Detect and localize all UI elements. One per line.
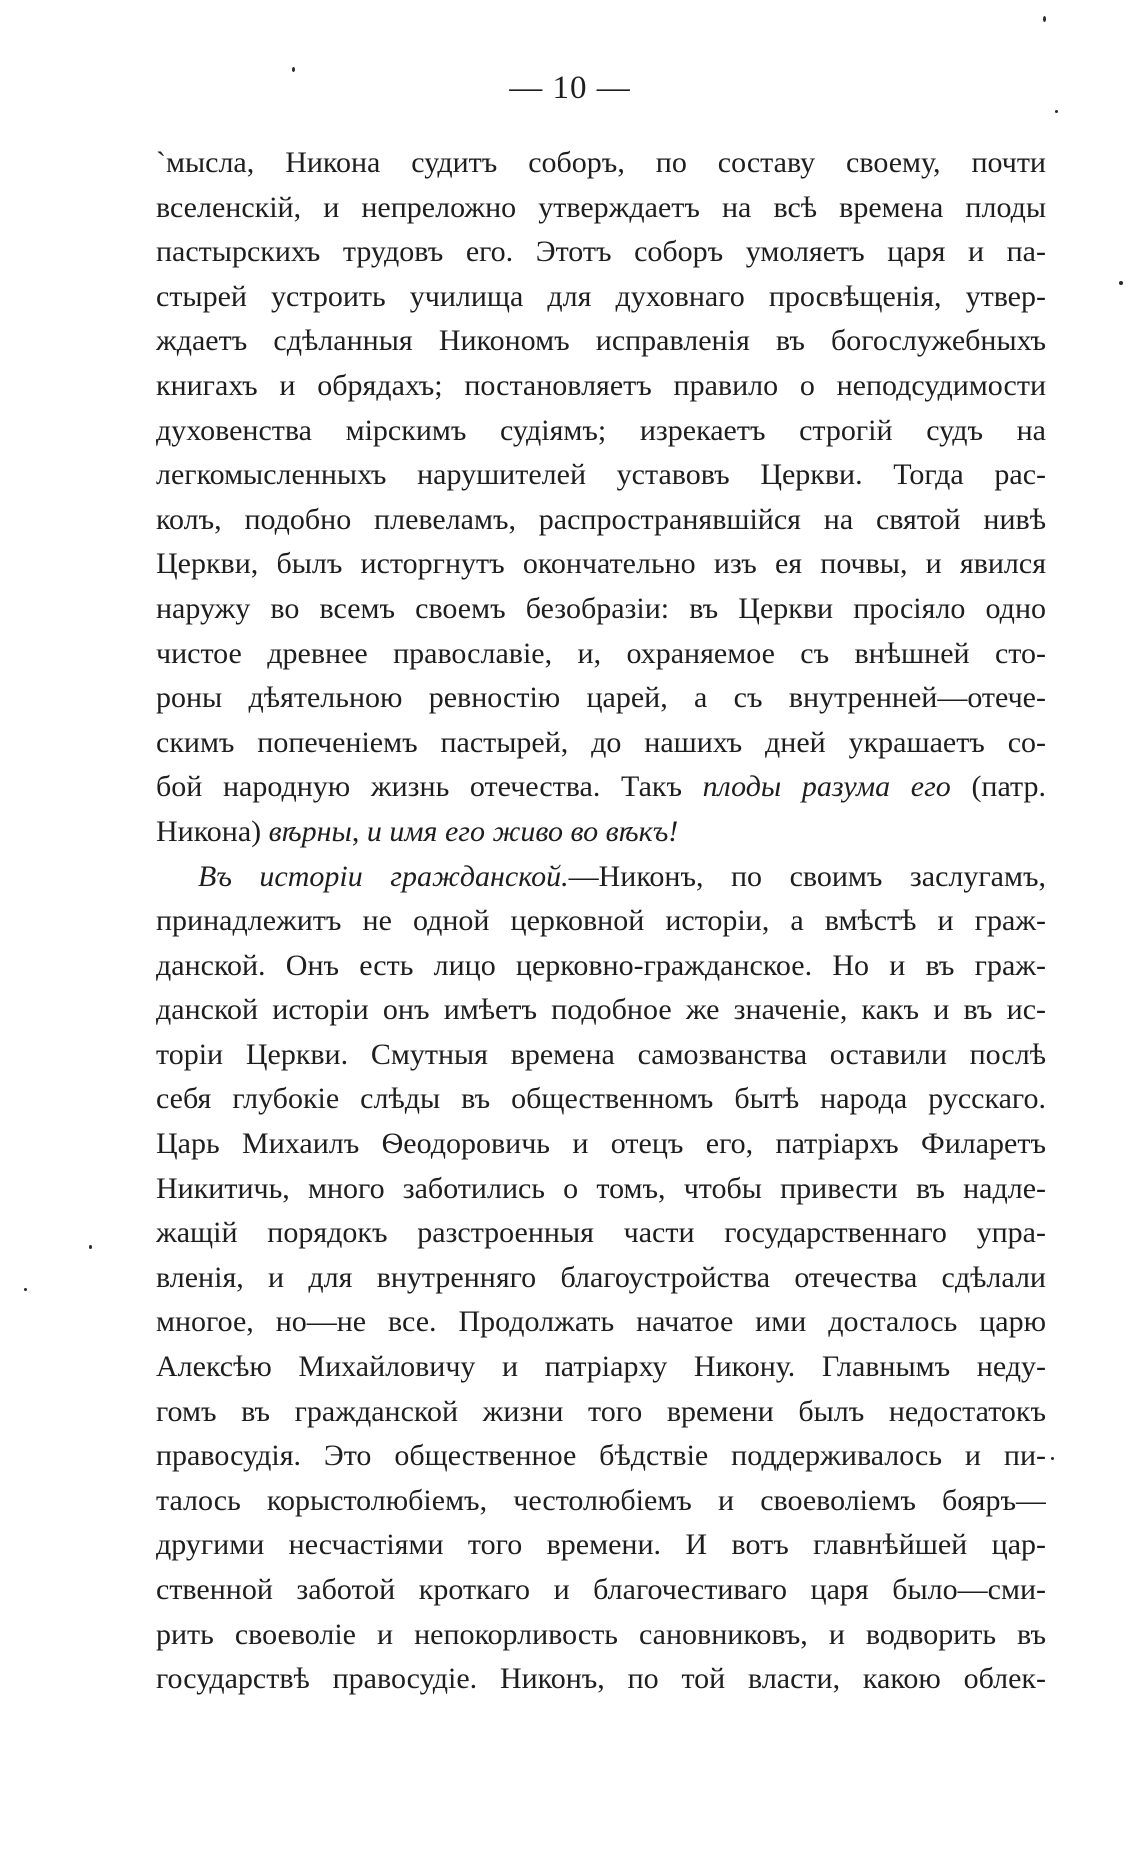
text-line: роны дѣятельною ревностію царей, а съ внутренней—отече-: [156, 681, 1046, 715]
text-run: —Никонъ, по своимъ заслугамъ,: [568, 859, 1046, 893]
scan-speck: [1119, 281, 1123, 285]
scan-speck: [292, 67, 295, 72]
text-line: гомъ въ гражданской жизни того времени былъ недостатокъ: [156, 1394, 1046, 1428]
text-line: данской. Онъ есть лицо церковно-гражданское. Но и въ граж-: [156, 948, 1046, 982]
text-line: данской исторіи онъ имѣетъ подобное же значеніе, какъ и въ ис-: [156, 993, 1046, 1027]
text-line: [156, 810, 1046, 855]
text-line: жащій порядокъ разстроенныя части государственнаго упра-: [156, 1216, 1046, 1250]
text-line: торіи Церкви. Смутныя времена самозванства оставили послѣ: [156, 1037, 1046, 1071]
text-line: наружу во всемъ своемъ безобразіи: въ Церкви просіяло одно: [156, 591, 1046, 625]
text-line: талось корыстолюбіемъ, честолюбіемъ и своеволіемъ бояръ—: [156, 1483, 1046, 1517]
text-line: `мысла, Никона судитъ соборъ, по составу своему, почти: [156, 146, 1046, 179]
italic-quote: вѣрны: [268, 814, 352, 848]
text-line: правосудія. Это общественное бѣдствіе поддерживалось и пи-: [156, 1439, 1046, 1473]
scan-speck: [1043, 16, 1046, 22]
text-run: бой народную жизнь отечества. Такъ: [156, 770, 703, 804]
page-number: — 10 —: [509, 70, 631, 106]
scan-speck: [1051, 1457, 1054, 1460]
text-line: себя глубокіе слѣды въ общественномъ бытѣ народа русскаго.: [156, 1082, 1046, 1116]
text-line: чистое древнее православіе, и, охраняемое съ внѣшней сто-: [156, 636, 1046, 670]
text-line: книгахъ и обрядахъ; постановляетъ правило о неподсудимости: [156, 368, 1046, 402]
text-line: многое, но—не все. Продолжать начатое ими досталось царю: [156, 1305, 1046, 1339]
text-line: Церкви, былъ исторгнутъ окончательно изъ ея почвы, и явился: [156, 547, 1046, 581]
body-text: [156, 141, 1046, 1702]
text-line: скимъ попеченіемъ пастырей, до нашихъ дней украшаетъ со-: [156, 725, 1046, 759]
text-run: Никона): [156, 814, 269, 848]
text-line: принадлежитъ не одной церковной исторіи, а вмѣстѣ и граж-: [156, 904, 1046, 938]
text-run: (патр.: [950, 770, 1046, 804]
text-line: [156, 855, 1046, 900]
text-line: легкомысленныхъ нарушителей уставовъ Церкви. Тогда рас-: [156, 458, 1046, 492]
text-line: Царь Михаилъ Ѳеодоровичь и отецъ его, патріархъ Филаретъ: [156, 1127, 1046, 1161]
italic-quote: плоды разума его: [702, 770, 951, 804]
text-line: колъ, подобно плевеламъ, распространявшійся на святой нивѣ: [156, 502, 1046, 536]
text-line: [156, 765, 1046, 810]
text-run: ,: [351, 814, 367, 848]
text-line: ственной заботой кроткаго и благочестиваго царя было—сми-: [156, 1573, 1046, 1606]
text-line: Алексѣю Михайловичу и патріарху Никону. Главнымъ неду-: [156, 1350, 1046, 1384]
scan-speck: [24, 1288, 27, 1291]
italic-quote: и имя его живо во вѣкъ!: [366, 814, 679, 848]
text-line: стырей устроить училища для духовнаго просвѣщенія, утвер-: [156, 279, 1046, 313]
scan-speck: [1055, 110, 1058, 113]
text-line: рить своеволіе и непокорливость сановниковъ, и водворить въ: [156, 1617, 1046, 1651]
text-line: духовенства мірскимъ судіямъ; изрекаетъ строгій судъ на: [156, 413, 1046, 447]
text-line: вленія, и для внутренняго благоустройства отечества сдѣлали: [156, 1260, 1046, 1294]
text-line: Никитичь, много заботились о томъ, чтобы привести въ надле-: [156, 1171, 1046, 1205]
text-line: вселенскій, и непреложно утверждаетъ на всѣ времена плоды: [156, 190, 1046, 224]
text-line: другими несчастіями того времени. И вотъ главнѣйшей цар-: [156, 1528, 1046, 1562]
section-heading: Въ исторіи гражданской.: [198, 859, 569, 893]
text-line: пастырскихъ трудовъ его. Этотъ соборъ умоляетъ царя и па-: [156, 235, 1046, 269]
text-line: ждаетъ сдѣланныя Никономъ исправленія въ богослужебныхъ: [156, 324, 1046, 358]
scan-speck: [89, 1245, 92, 1249]
text-line: государствѣ правосудіе. Никонъ, по той власти, какою облек-: [156, 1662, 1046, 1696]
